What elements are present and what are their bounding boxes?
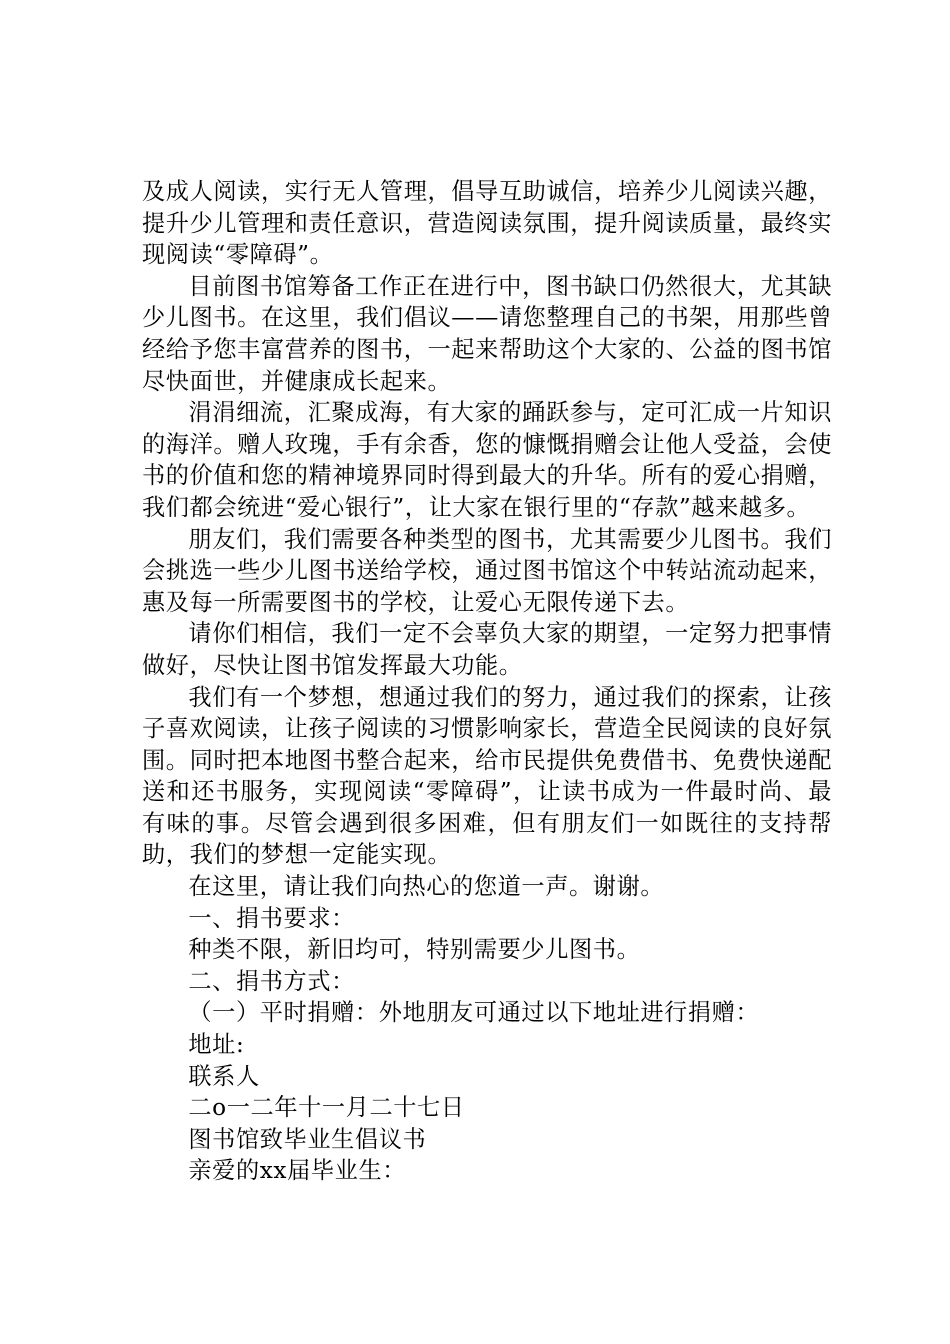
line-requirements-detail: 种类不限，新旧均可，特别需要少儿图书。 bbox=[188, 936, 641, 964]
line-regular-donation: （一）平时捐赠：外地朋友可通过以下地址进行捐赠： bbox=[188, 999, 760, 1027]
heading-donation-requirements: 一、捐书要求： bbox=[188, 904, 355, 932]
line-date: 二o一二年十一月二十七日 bbox=[188, 1094, 465, 1122]
paragraph-reading-goal: 及成人阅读，实行无人管理，倡导互助诚信，培养少儿阅读兴趣，提升少儿管理和责任意识，营造阅读氛围，提升阅读质量，最终实现阅读“零障碍”。 bbox=[142, 178, 832, 269]
paragraph-children-books: 朋友们，我们需要各种类型的图书，尤其需要少儿图书。我们会挑选一些少儿图书送给学校，通过图书馆这个中转站流动起来，惠及每一所需要图书的学校，让爱心无限传递下去。 bbox=[142, 525, 832, 616]
paragraph-book-shortage: 目前图书馆筹备工作正在进行中，图书缺口仍然很大，尤其缺少儿图书。在这里，我们倡议——请您整理自己的书架，用那些曾经给予您丰富营养的图书，一起来帮助这个大家的、公益的图书馆尽快面世，并健康成长起来。 bbox=[142, 272, 832, 395]
paragraph-donation-value: 涓涓细流，汇聚成海，有大家的踊跃参与，定可汇成一片知识的海洋。赠人玫瑰，手有余香，您的慷慨捐赠会让他人受益，会使书的价值和您的精神境界同时得到最大的升华。所有的爱心捐赠，我们都会统进“爱心银行”，让大家在银行里的“存款”越来越多。 bbox=[142, 399, 832, 521]
line-next-title: 图书馆致毕业生倡议书 bbox=[188, 1125, 427, 1153]
heading-donation-methods: 二、捐书方式： bbox=[188, 967, 355, 995]
line-address: 地址: bbox=[188, 1031, 245, 1059]
paragraph-dream: 我们有一个梦想，想通过我们的努力，通过我们的探索，让孩子喜欢阅读，让孩子阅读的习惯影响家长，营造全民阅读的良好氛围。同时把本地图书整合起来，给市民提供免费借书、免费快递配送和还书服务，实现阅读“零障碍”，让读书成为一件最时尚、最有味的事。尽管会遇到很多困难，但有朋友们一如既往的支持帮助，我们的梦想一定能实现。 bbox=[142, 683, 832, 869]
line-thanks: 在这里，请让我们向热心的您道一声。谢谢。 bbox=[188, 873, 665, 901]
paragraph-promise: 请你们相信，我们一定不会辜负大家的期望，一定努力把事情做好，尽快让图书馆发挥最大功能。 bbox=[142, 620, 832, 679]
line-salutation: 亲爱的xx届毕业生： bbox=[188, 1157, 407, 1185]
document-page bbox=[142, 176, 832, 1187]
line-contact-person: 联系人 bbox=[188, 1062, 260, 1090]
